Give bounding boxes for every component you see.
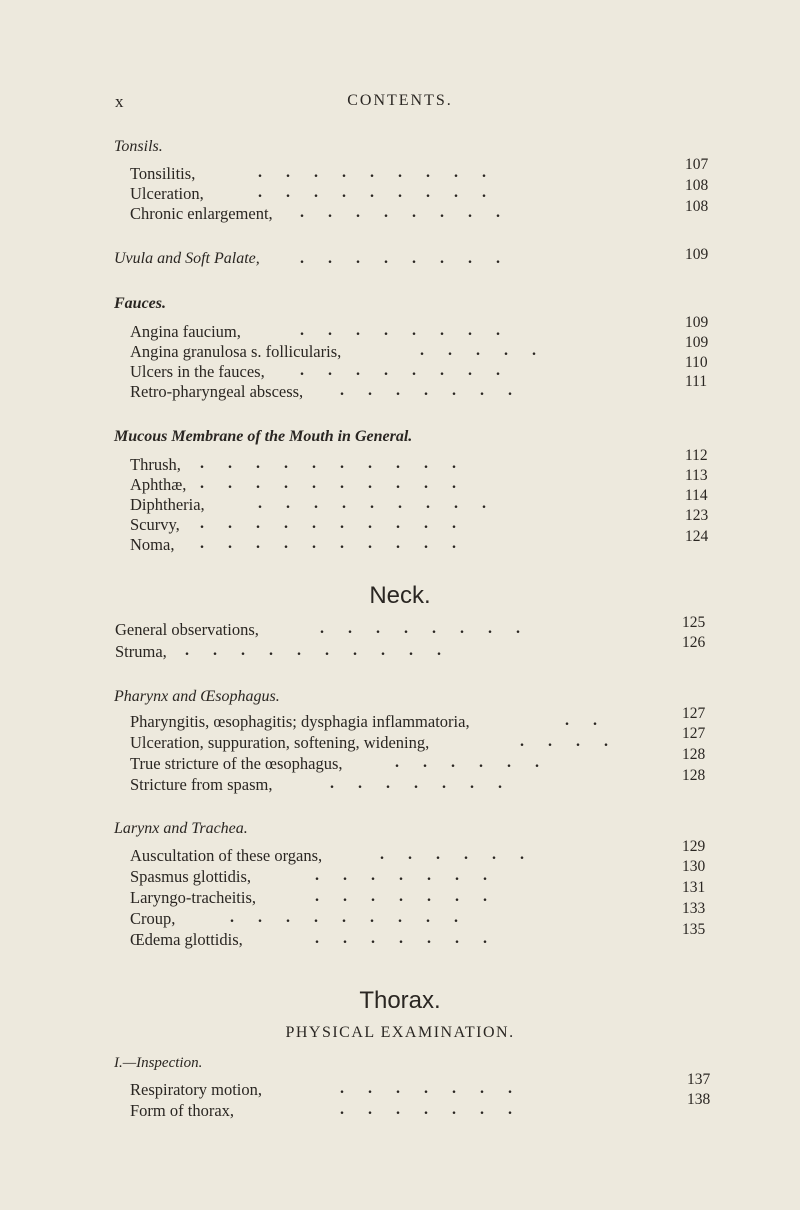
entry-general-observations: General observations, (115, 620, 259, 639)
leader-dots: . . . . . . . . (300, 322, 500, 339)
page-number: 127 (682, 725, 706, 742)
section-heading-pharynx: Pharynx and Œsophagus. (114, 688, 280, 705)
leader-dots: . . . . . . . . . (258, 184, 486, 201)
page-number: 108 (685, 198, 709, 215)
leader-dots: . . . . . . (395, 754, 539, 771)
page-number: 137 (687, 1071, 711, 1088)
entry-stricture-spasm: Stricture from spasm, (130, 775, 273, 794)
page-number: 129 (682, 838, 706, 855)
page-number: 133 (682, 900, 706, 917)
page-number: 123 (685, 507, 709, 524)
leader-dots: . . . . . . . (340, 1080, 512, 1097)
entry-auscultation: Auscultation of these organs, (130, 846, 323, 865)
entry-true-stricture: True stricture of the œsophagus, (130, 754, 343, 773)
leader-dots: . . . . . . . . (300, 204, 500, 221)
section-heading-uvula: Uvula and Soft Palate, (114, 250, 260, 267)
leader-dots: . . . . . . . (340, 1101, 512, 1118)
leader-dots: . . . . . . . . . . (200, 535, 456, 552)
page-number: 110 (685, 354, 708, 371)
division-title-thorax: Thorax. (359, 987, 441, 1014)
subsection-heading-inspection: I.—Inspection. (114, 1055, 203, 1071)
page-number: 138 (687, 1091, 711, 1108)
page-number: 113 (685, 467, 708, 484)
leader-dots: . . . . . . . . (300, 362, 500, 379)
leader-dots: . . . . . . . . . (230, 909, 458, 926)
section-heading-larynx: Larynx and Trachea. (114, 820, 248, 837)
leader-dots: . . . . . . (380, 846, 524, 863)
page-number: 112 (685, 447, 708, 464)
page-number: 108 (685, 177, 709, 194)
leader-dots: . . . . . . . . . . (200, 455, 456, 472)
entry-form-of-thorax: Form of thorax, (130, 1101, 235, 1120)
entry-tonsilitis: Tonsilitis, (130, 164, 196, 183)
page-number: 114 (685, 487, 708, 504)
entry-noma: Noma, (130, 535, 175, 554)
entry-diphtheria: Diphtheria, (130, 495, 205, 514)
page-number: 107 (685, 156, 709, 173)
leader-dots: . . . . . . . (315, 930, 487, 947)
entry-croup: Croup, (130, 909, 176, 928)
section-heading-tonsils: Tonsils. (114, 138, 163, 155)
entry-scurvy: Scurvy, (130, 515, 180, 534)
leader-dots: . . . . . . . . . . (200, 475, 456, 492)
page-number: 128 (682, 767, 706, 784)
entry-ulcers-fauces: Ulcers in the fauces, (130, 362, 265, 381)
entry-respiratory-motion: Respiratory motion, (130, 1080, 262, 1099)
leader-dots: . . . . . . . . . . (200, 515, 456, 532)
entry-ulceration-suppuration: Ulceration, suppuration, softening, widening, (130, 733, 430, 752)
leader-dots: . . . . . . . . . (258, 164, 486, 181)
folio-number: x (115, 92, 124, 111)
entry-pharyngitis: Pharyngitis, œsophagitis; dysphagia inflammatoria, (130, 712, 470, 731)
leader-dots: . . . . (520, 733, 608, 750)
page-number: 130 (682, 858, 706, 875)
leader-dots: . . (565, 712, 597, 729)
leader-dots: . . . . . . . . . (258, 495, 486, 512)
leader-dots: . . . . . . . . . . (185, 642, 441, 659)
page-number: 128 (682, 746, 706, 763)
page-number: 111 (685, 373, 708, 390)
entry-thrush: Thrush, (130, 455, 181, 474)
page-number: 127 (682, 705, 706, 722)
page-number: 135 (682, 921, 706, 938)
page-number: 109 (685, 314, 709, 331)
entry-retro-pharyngeal-abscess: Retro-pharyngeal abscess, (130, 382, 304, 401)
section-heading-mucous-membrane: Mucous Membrane of the Mouth in General. (114, 428, 413, 445)
entry-angina-faucium: Angina faucium, (130, 322, 241, 341)
leader-dots: . . . . . (420, 342, 536, 359)
entry-angina-granulosa: Angina granulosa s. follicularis, (130, 342, 342, 361)
page-header (0, 92, 800, 116)
subtitle-physical-examination: PHYSICAL EXAMINATION. (285, 1024, 515, 1041)
entry-chronic-enlargement: Chronic enlargement, (130, 204, 273, 223)
leader-dots: . . . . . . . (315, 867, 487, 884)
leader-dots: . . . . . . . (315, 888, 487, 905)
leader-dots: . . . . . . . . (300, 250, 500, 267)
page-number: 125 (682, 614, 706, 631)
entry-aphthae: Aphthæ, (130, 475, 187, 494)
page-number: 109 (685, 246, 709, 263)
entry-laryngo-tracheitis: Laryngo-tracheitis, (130, 888, 256, 907)
page-number: 109 (685, 334, 709, 351)
page-number: 131 (682, 879, 706, 896)
leader-dots: . . . . . . . (340, 382, 512, 399)
page-number: 126 (682, 634, 706, 651)
entry-spasmus-glottidis: Spasmus glottidis, (130, 867, 252, 886)
entry-ulceration: Ulceration, (130, 184, 204, 203)
page-number: 124 (685, 528, 709, 545)
entry-struma: Struma, (115, 642, 167, 661)
leader-dots: . . . . . . . (330, 775, 502, 792)
entry-oedema-glottidis: Œdema glottidis, (130, 930, 243, 949)
leader-dots: . . . . . . . . (320, 620, 520, 637)
section-heading-fauces: Fauces. (114, 295, 166, 312)
division-title-neck: Neck. (369, 582, 431, 609)
running-title: CONTENTS. (347, 92, 453, 109)
